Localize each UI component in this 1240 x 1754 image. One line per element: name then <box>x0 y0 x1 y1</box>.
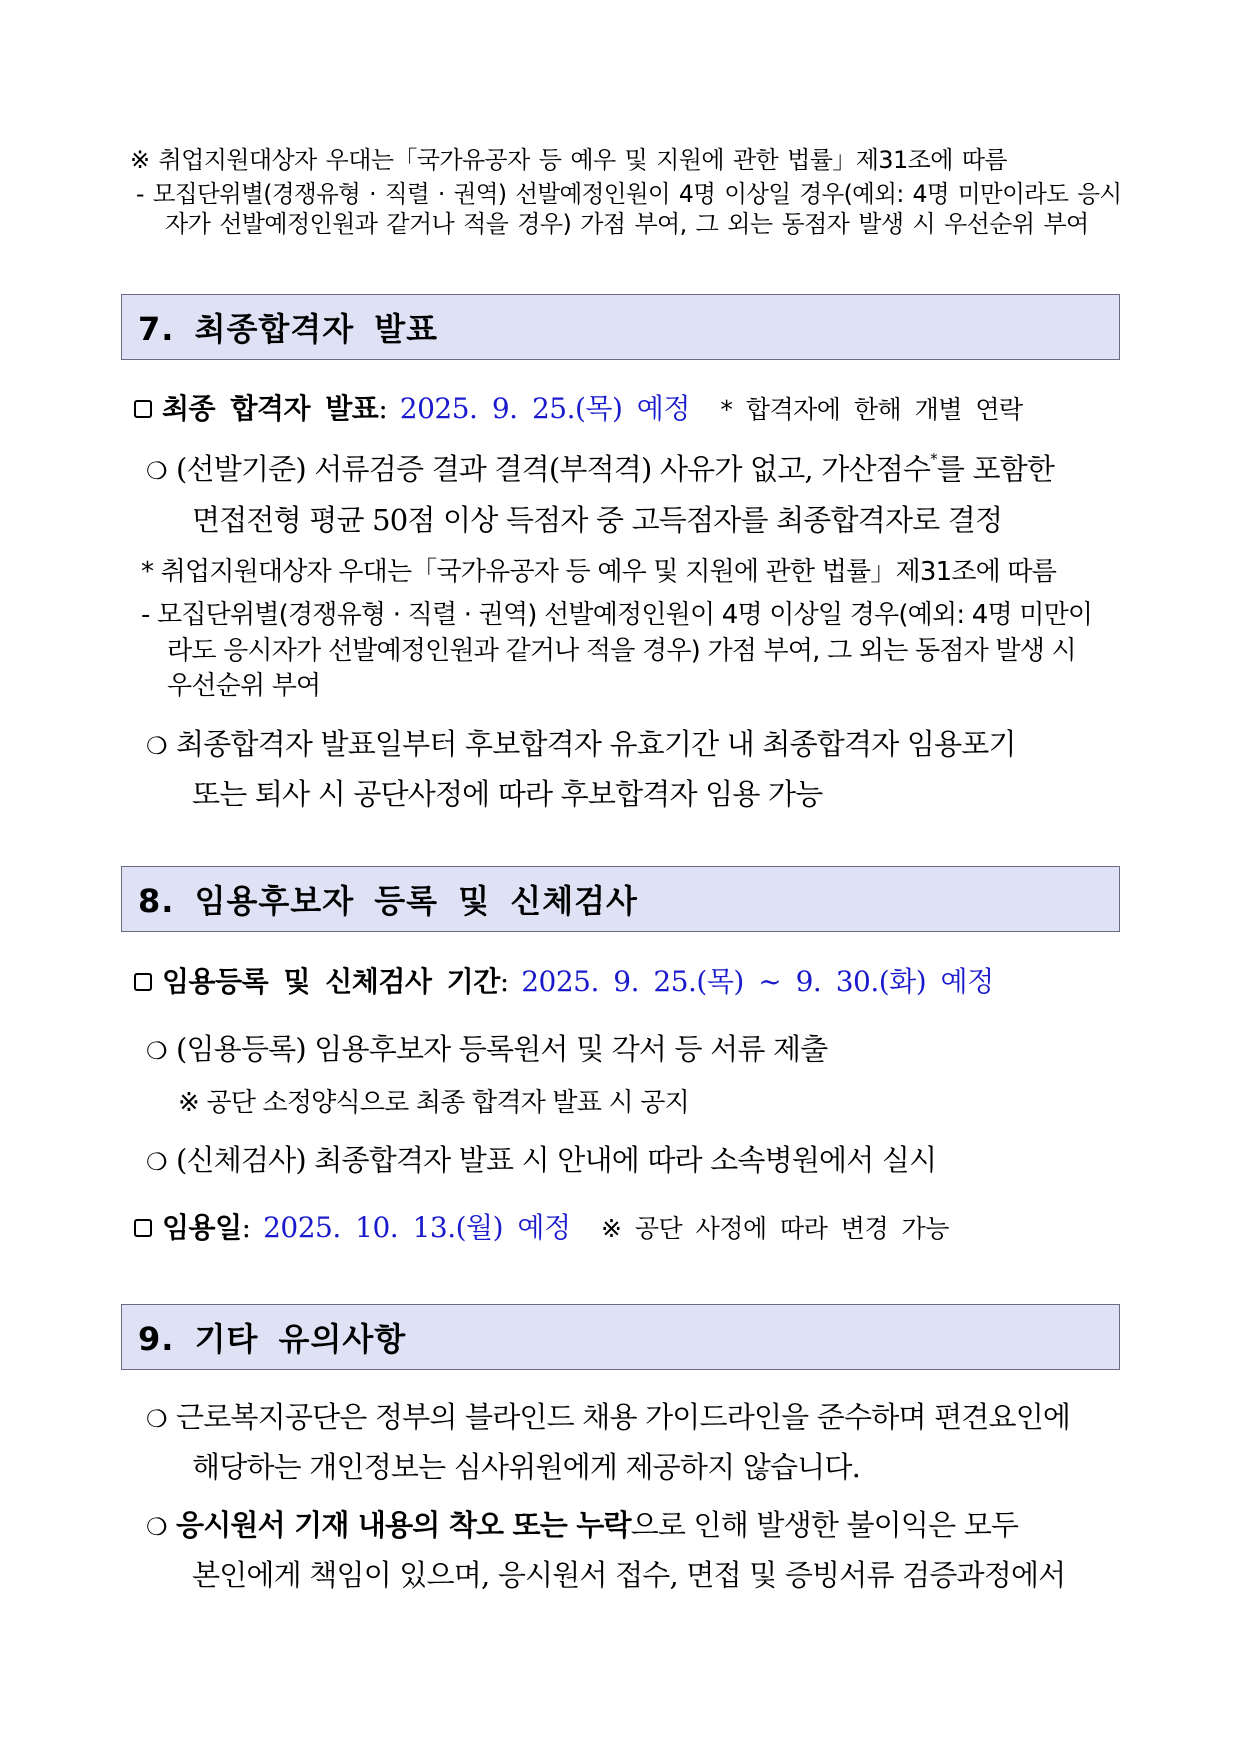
circle-bullet-icon: ❍ <box>146 1513 167 1541</box>
bullet-text: (임용등록) 임용후보자 등록원서 및 각서 등 서류 제출 <box>176 1032 828 1066</box>
item-colon: : <box>499 965 509 998</box>
section-8-bullet-1-note: ※ 공단 소정양식으로 최종 합격자 발표 시 공지 <box>178 1088 689 1118</box>
bullet-bold-text: 응시원서 기재 내용의 착오 또는 누락 <box>176 1508 631 1542</box>
circle-bullet-icon: ❍ <box>146 1148 167 1176</box>
section-8-header <box>121 866 1120 932</box>
top-note-line-3: 자가 선발예정인원과 같거나 적을 경우) 가점 부여, 그 외는 동점자 발생 시 우선순위 부여 <box>165 210 1089 238</box>
item-label: 임용일 <box>162 1211 242 1244</box>
bullet-text: 으로 인해 발생한 불이익은 모두 <box>630 1508 1019 1542</box>
section-7-note-1: * 취업지원대상자 우대는「국가유공자 등 예우 및 지원에 관한 법률」제31조에 따름 <box>141 557 1057 587</box>
section-7-bullet-1-line-2: 면접전형 평균 50점 이상 득점자 중 고득점자를 최종합격자로 결정 <box>192 503 1003 537</box>
section-8-item-1 <box>134 965 994 998</box>
circle-bullet-icon: ❍ <box>146 1405 167 1433</box>
section-7-bullet-2-line-1 <box>146 727 1016 761</box>
section-8-item-2 <box>134 1211 949 1244</box>
checkbox-square-icon <box>134 973 152 991</box>
bullet-text: (선발기준) 서류검증 결과 결격(부적격) 사유가 없고, 가산점수 <box>176 452 931 486</box>
item-note: * 합격자에 한해 개별 연락 <box>720 395 1023 424</box>
section-9-bullet-2-line-1 <box>146 1508 1019 1542</box>
circle-bullet-icon: ❍ <box>146 732 167 760</box>
section-9-title: 9. 기타 유의사항 <box>138 1320 407 1358</box>
item-label: 임용등록 및 신체검사 기간 <box>162 965 500 998</box>
circle-bullet-icon: ❍ <box>146 457 167 485</box>
checkbox-square-icon <box>134 1219 152 1237</box>
section-9-bullet-2-line-2: 본인에게 책임이 있으며, 응시원서 접수, 면접 및 증빙서류 검증과정에서 <box>192 1558 1066 1592</box>
section-8-bullet-2 <box>146 1143 937 1177</box>
bullet-text: 최종합격자 발표일부터 후보합격자 유효기간 내 최종합격자 임용포기 <box>176 727 1016 761</box>
circle-bullet-icon: ❍ <box>146 1037 167 1065</box>
item-colon: : <box>378 392 388 425</box>
bullet-text: 근로복지공단은 정부의 블라인드 채용 가이드라인을 준수하며 편견요인에 <box>176 1400 1071 1434</box>
section-9-bullet-1-line-2: 해당하는 개인정보는 심사위원에게 제공하지 않습니다. <box>192 1450 861 1484</box>
top-note-line-1: ※ 취업지원대상자 우대는「국가유공자 등 예우 및 지원에 관한 법률」제31조에 따름 <box>130 146 1008 174</box>
section-8-bullet-1 <box>146 1032 828 1066</box>
section-7-note-2-line-1: - 모집단위별(경쟁유형 · 직렬 · 권역) 선발예정인원이 4명 이상일 경우(예외: 4명 미만이 <box>141 600 1093 630</box>
section-7-bullet-2-line-2: 또는 퇴사 시 공단사정에 따라 후보합격자 임용 가능 <box>192 777 823 811</box>
section-9-bullet-1-line-1 <box>146 1400 1071 1434</box>
section-7-title: 7. 최종합격자 발표 <box>138 310 439 348</box>
section-9-header <box>121 1304 1120 1370</box>
footnote-star: * <box>930 450 937 469</box>
section-7-note-2-line-2: 라도 응시자가 선발예정인원과 같거나 적을 경우) 가점 부여, 그 외는 동점자 발생 시 <box>167 636 1076 666</box>
item-note: ※ 공단 사정에 따라 변경 가능 <box>601 1214 949 1243</box>
registration-period: 2025. 9. 25.(목) ~ 9. 30.(화) 예정 <box>521 965 994 998</box>
bullet-text: (신체검사) 최종합격자 발표 시 안내에 따라 소속병원에서 실시 <box>176 1143 937 1177</box>
appointment-date: 2025. 10. 13.(월) 예정 <box>263 1211 571 1244</box>
section-8-title: 8. 임용후보자 등록 및 신체검사 <box>138 882 638 920</box>
section-7-note-2-line-3: 우선순위 부여 <box>167 671 321 701</box>
item-label: 최종 합격자 발표 <box>162 392 379 425</box>
item-colon: : <box>241 1211 251 1244</box>
top-note-line-2: - 모집단위별(경쟁유형 · 직렬 · 권역) 선발예정인원이 4명 이상일 경우(예외: 4명 미만이라도 응시 <box>136 180 1122 208</box>
bullet-text-cont: 를 포함한 <box>936 452 1055 486</box>
section-7-item <box>134 392 1023 425</box>
section-7-header <box>121 294 1120 360</box>
section-7-bullet-1-line-1 <box>146 450 1121 486</box>
checkbox-square-icon <box>134 400 152 418</box>
announcement-date: 2025. 9. 25.(목) 예정 <box>399 392 690 425</box>
